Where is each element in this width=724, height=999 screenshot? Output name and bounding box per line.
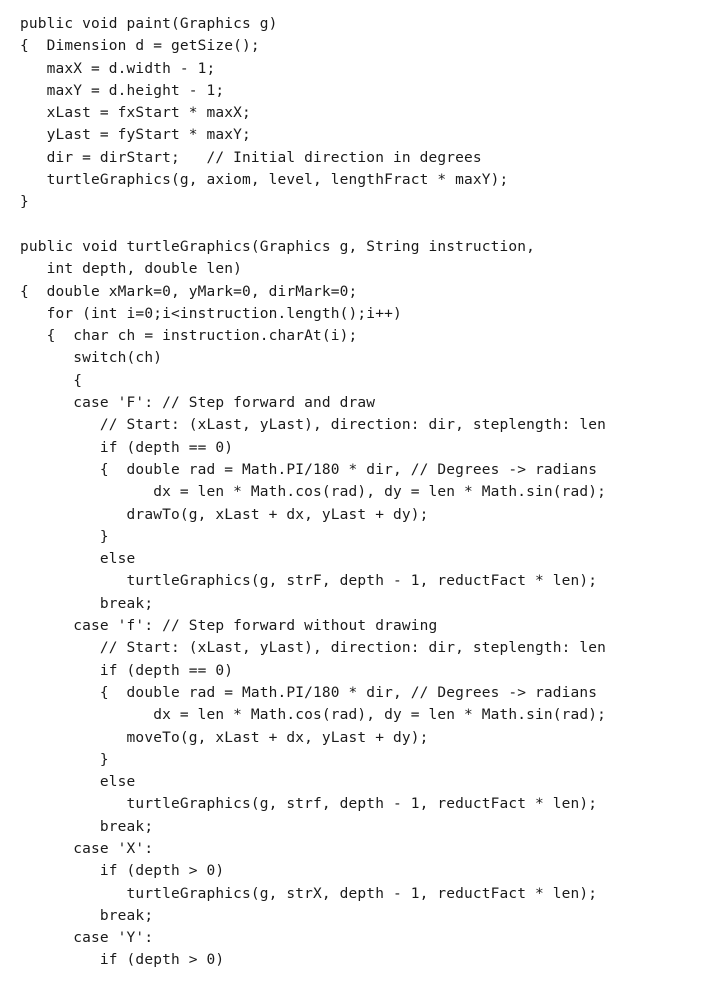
code-line: for (int i=0;i<instruction.length();i++) [20,305,402,322]
code-line: else [20,774,136,791]
code-line: if (depth > 0) [20,863,225,880]
code-line: case 'F': // Step forward and draw [20,395,376,412]
code-line: { double rad = Math.PI/180 * dir, // Degrees -> radians [20,461,598,478]
code-line: turtleGraphics(g, strF, depth - 1, reductFact * len); [20,573,598,590]
code-line: case 'X': [20,840,154,857]
code-line: maxY = d.height - 1; [20,82,225,99]
code-line: dx = len * Math.cos(rad), dy = len * Math.sin(rad); [20,484,607,501]
code-line: yLast = fyStart * maxY; [20,127,251,144]
code-line: case 'Y': [20,930,154,947]
code-line: drawTo(g, xLast + dx, yLast + dy); [20,506,429,523]
code-line [20,214,606,236]
code-line: int depth, double len) [20,261,242,278]
code-line: turtleGraphics(g, strX, depth - 1, reductFact * len); [20,885,598,902]
code-line: break; [20,818,154,835]
code-line: public void turtleGraphics(Graphics g, String instruction, [20,238,536,255]
code-line: public void paint(Graphics g) [20,16,278,32]
code-line: { double xMark=0, yMark=0, dirMark=0; [20,283,358,300]
code-line: break; [20,595,154,612]
code-line: } [20,194,29,211]
code-line: xLast = fxStart * maxX; [20,105,251,122]
code-line: break; [20,907,154,924]
code-line: { double rad = Math.PI/180 * dir, // Degrees -> radians [20,684,598,701]
code-line: dir = dirStart; // Initial direction in degrees [20,149,482,166]
code-line: { Dimension d = getSize(); [20,38,260,55]
code-line: moveTo(g, xLast + dx, yLast + dy); [20,729,429,746]
code-line: maxX = d.width - 1; [20,60,216,77]
code-line: else [20,551,136,568]
code-line: { [20,372,83,389]
code-line: dx = len * Math.cos(rad), dy = len * Math.sin(rad); [20,707,607,724]
code-line: turtleGraphics(g, strf, depth - 1, reductFact * len); [20,796,598,813]
code-line: // Start: (xLast, yLast), direction: dir, steplength: len [20,417,607,434]
code-line: } [20,751,109,768]
code-line: if (depth == 0) [20,439,234,456]
code-line: switch(ch) [20,350,163,367]
code-line: } [20,528,109,545]
code-line: if (depth == 0) [20,662,234,679]
code-line: // Start: (xLast, yLast), direction: dir, steplength: len [20,640,607,657]
code-line: { char ch = instruction.charAt(i); [20,328,358,345]
code-line: case 'f': // Step forward without drawing [20,618,438,635]
code-listing [20,13,606,972]
code-line: if (depth > 0) [20,952,225,969]
code-line: turtleGraphics(g, axiom, level, lengthFract * maxY); [20,172,509,189]
